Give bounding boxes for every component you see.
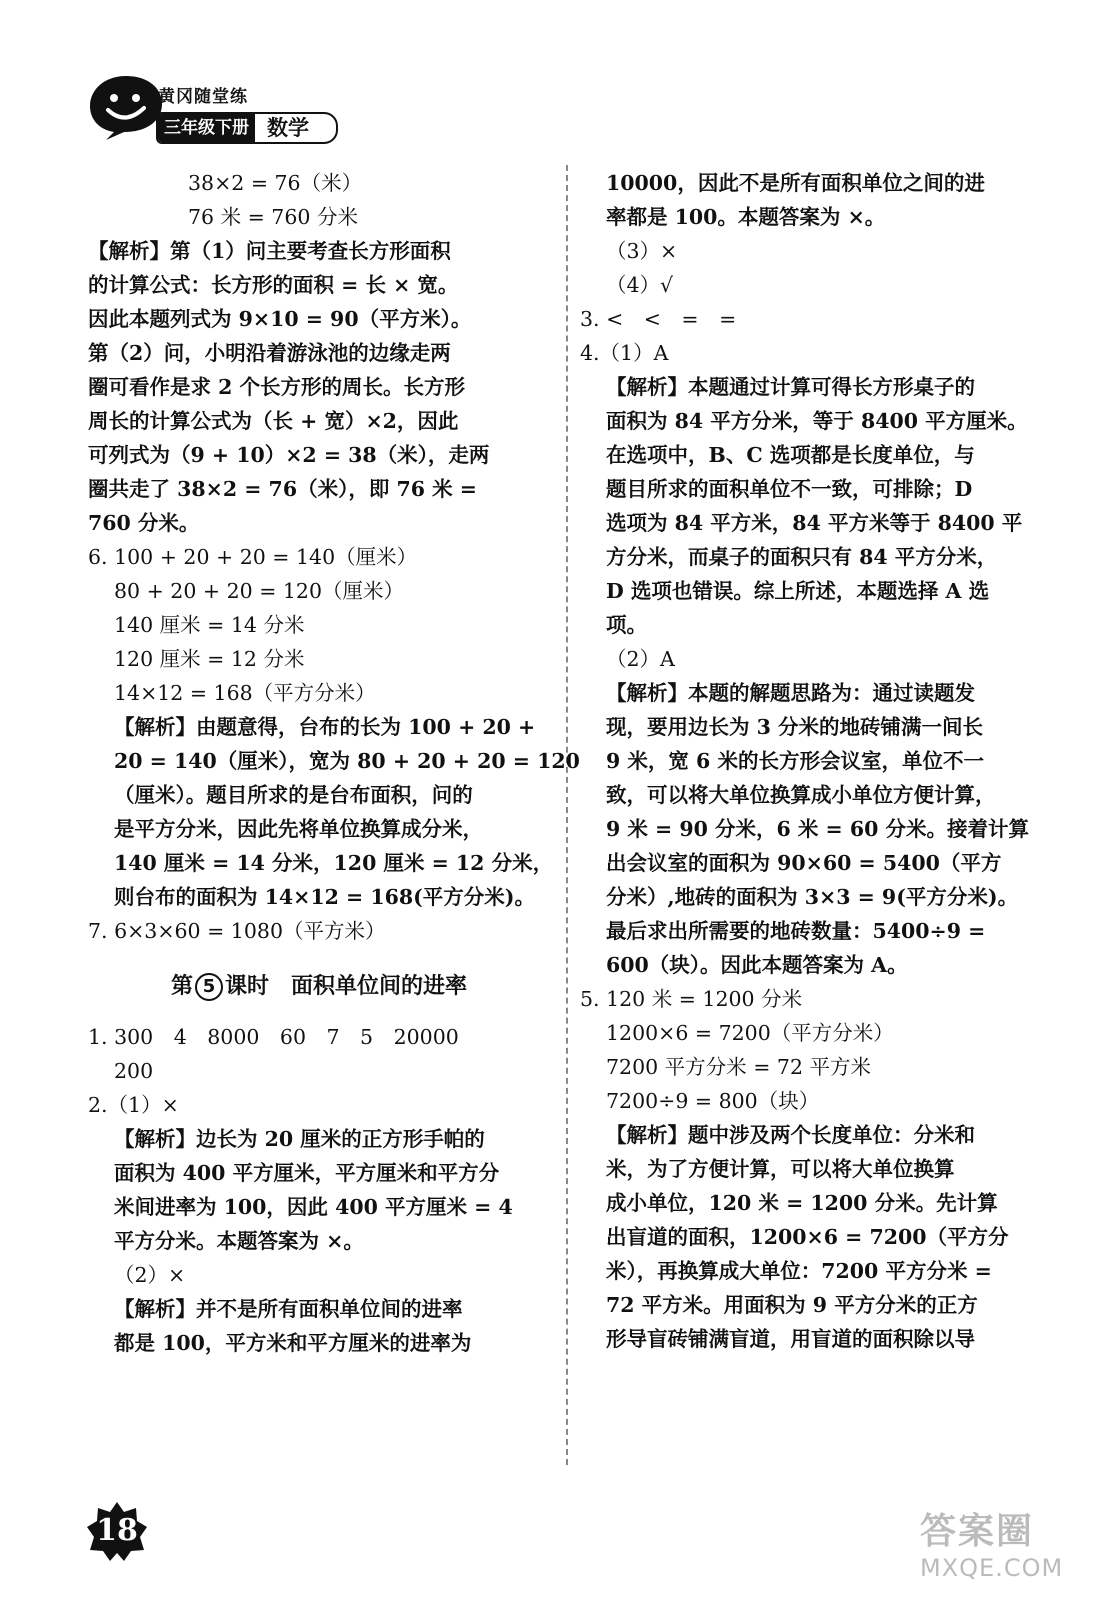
answer-line: 80 + 20 + 20 = 120（厘米） [114, 579, 405, 603]
answer-line: 120 厘米 = 12 分米 [114, 647, 305, 671]
brand-title: 黄冈随堂练 [158, 87, 248, 107]
grade-label: 三年级下册 [158, 114, 255, 142]
analysis-line: 出盲道的面积，1200×6 = 7200（平方分 [606, 1225, 1009, 1249]
analysis-line: 是平方分米，因此先将单位换算成分米， [114, 817, 483, 841]
analysis-line: 米，为了方便计算，可以将大单位换算 [606, 1157, 955, 1181]
analysis-line: 平方分米。本题答案为 ×。 [114, 1229, 364, 1253]
analysis-line: 周长的计算公式为（长 + 宽）×2，因此 [88, 409, 459, 433]
analysis-line: 第（2）问，小明沿着游泳池的边缘走两 [88, 341, 451, 365]
question-3-answer: 3. < < = = [580, 307, 737, 331]
section-title [88, 968, 550, 1006]
answer-line: 7200 平方分米 = 72 平方米 [606, 1055, 871, 1079]
analysis-line: （厘米）。题目所求的是台布面积，问的 [114, 783, 473, 807]
analysis-line: 因此本题列式为 9×10 = 90（平方米）。 [88, 307, 472, 331]
analysis-line: 20 = 140（厘米），宽为 80 + 20 + 20 = 120 [114, 749, 580, 773]
analysis-line: 最后求出所需要的地砖数量：5400÷9 = [606, 919, 986, 943]
analysis-line: 【解析】本题通过计算可得长方形桌子的 [606, 375, 975, 399]
analysis-line: 面积为 84 平方分米，等于 8400 平方厘米。 [606, 409, 1028, 433]
analysis-line: 圈共走了 38×2 = 76（米），即 76 米 = [88, 477, 477, 501]
analysis-line: 面积为 400 平方厘米，平方厘米和平方分 [114, 1161, 500, 1185]
column-divider [566, 165, 568, 1465]
watermark-url: MXQE.COM [920, 1554, 1064, 1582]
question-2-answer: 2.（1）× [88, 1093, 179, 1117]
question-5-answer: 5. 120 米 = 1200 分米 [580, 987, 803, 1011]
section-number: 5 [195, 973, 223, 1001]
analysis-line: 760 分米。 [88, 511, 200, 535]
analysis-line: 项。 [606, 613, 647, 637]
page-header [88, 74, 348, 154]
answer-line: （2）× [114, 1263, 186, 1287]
analysis-line: 在选项中，B、C 选项都是长度单位，与 [606, 443, 975, 467]
question-7-answer: 7. 6×3×60 = 1080（平方米） [88, 919, 386, 943]
analysis-line: 方分米，而桌子的面积只有 84 平方分米， [606, 545, 998, 569]
analysis-line: 可列式为（9 + 10）×2 = 38（米），走两 [88, 443, 490, 467]
analysis-line: 米），再换算成大单位：7200 平方分米 = [606, 1259, 992, 1283]
question-1-answer: 1. 300 4 8000 60 7 5 20000 [88, 1025, 459, 1049]
question-6-answer: 6. 100 + 20 + 20 = 140（厘米） [88, 545, 418, 569]
analysis-line: 形导盲砖铺满盲道，用盲道的面积除以导 [606, 1327, 975, 1351]
watermark-title: 答案圈 [920, 1511, 1035, 1552]
analysis-line: 【解析】边长为 20 厘米的正方形手帕的 [114, 1127, 485, 1151]
answer-line: 14×12 = 168（平方分米） [114, 681, 376, 705]
subject-label: 数学 [267, 116, 309, 140]
analysis-line: 140 厘米 = 14 分米，120 厘米 = 12 分米， [114, 851, 554, 875]
analysis-line: 72 平方米。用面积为 9 平方分米的正方 [606, 1293, 978, 1317]
section-prefix: 第 [170, 974, 193, 999]
analysis-line: 【解析】本题的解题思路为：通过读题发 [606, 681, 975, 705]
section-name: 课时 面积单位间的进率 [225, 974, 468, 999]
right-column [580, 166, 1040, 1356]
answer-line: 38×2 = 76（米） [188, 171, 363, 195]
page-number-badge [86, 1500, 148, 1562]
answer-line: 1200×6 = 7200（平方分米） [606, 1021, 894, 1045]
watermark [920, 1510, 1095, 1590]
analysis-line: 成小单位，120 米 = 1200 分米。先计算 [606, 1191, 998, 1215]
analysis-line: 10000，因此不是所有面积单位之间的进 [606, 171, 985, 195]
answer-line: （4）√ [606, 273, 674, 297]
analysis-line: 600（块）。因此本题答案为 A。 [606, 953, 908, 977]
analysis-line: 【解析】题中涉及两个长度单位：分米和 [606, 1123, 975, 1147]
page-number: 18 [96, 1513, 138, 1548]
analysis-line: 9 米 = 90 分米，6 米 = 60 分米。接着计算 [606, 817, 1030, 841]
analysis-line: 都是 100，平方米和平方厘米的进率为 [114, 1331, 472, 1355]
answer-line: （2）A [606, 647, 675, 671]
analysis-line: 【解析】第（1）问主要考查长方形面积 [88, 239, 451, 263]
answer-line: 140 厘米 = 14 分米 [114, 613, 305, 637]
analysis-line: 的计算公式：长方形的面积 = 长 × 宽。 [88, 273, 459, 297]
smiley-logo-icon [88, 74, 164, 140]
analysis-line: 米间进率为 100，因此 400 平方厘米 = 4 [114, 1195, 513, 1219]
answer-line: 200 [114, 1059, 154, 1083]
question-4-answer: 4.（1）A [580, 341, 669, 365]
analysis-line: 出会议室的面积为 90×60 = 5400（平方 [606, 851, 1002, 875]
analysis-line: 【解析】由题意得，台布的长为 100 + 20 + [114, 715, 536, 739]
analysis-line: 9 米，宽 6 米的长方形会议室，单位不一 [606, 749, 984, 773]
answer-line: 7200÷9 = 800（块） [606, 1089, 820, 1113]
analysis-line: 现，要用边长为 3 分米的地砖铺满一间长 [606, 715, 984, 739]
analysis-line: 选项为 84 平方米，84 平方米等于 8400 平 [606, 511, 1023, 535]
analysis-line: 【解析】并不是所有面积单位间的进率 [114, 1297, 463, 1321]
analysis-line: 则台布的面积为 14×12 = 168(平方分米)。 [114, 885, 536, 909]
answer-line: （3）× [606, 239, 678, 263]
analysis-line: 题目所求的面积单位不一致，可排除；D [606, 477, 973, 501]
answer-line: 76 米 = 760 分米 [188, 205, 358, 229]
analysis-line: 致，可以将大单位换算成小单位方便计算， [606, 783, 996, 807]
analysis-line: 圈可看作是求 2 个长方形的周长。长方形 [88, 375, 466, 399]
analysis-line: 率都是 100。本题答案为 ×。 [606, 205, 886, 229]
analysis-line: D 选项也错误。综上所述，本题选择 A 选 [606, 579, 990, 603]
analysis-line: 分米）,地砖的面积为 3×3 = 9(平方分米)。 [606, 885, 1019, 909]
left-column [88, 166, 580, 1360]
grade-subject-badge [156, 112, 338, 144]
